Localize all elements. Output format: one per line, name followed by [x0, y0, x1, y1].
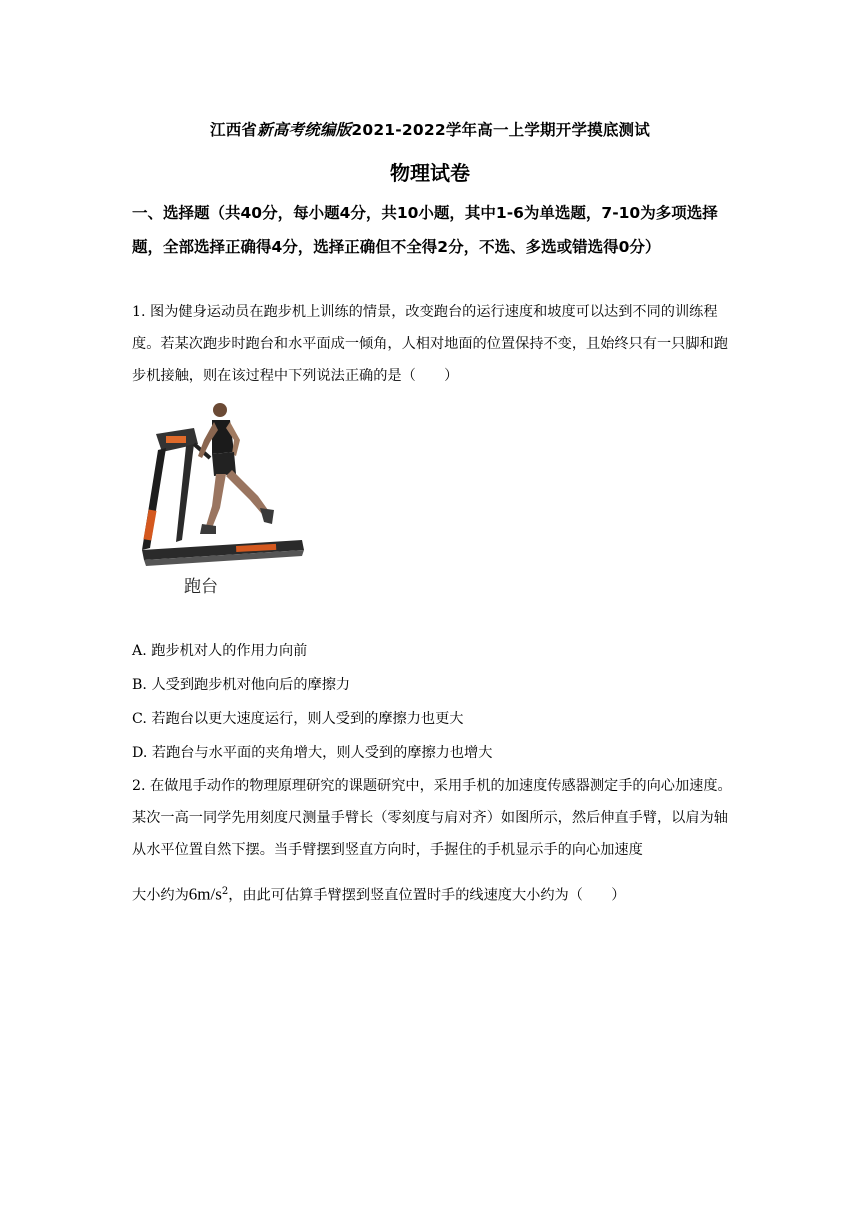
runner-leg-back: [226, 470, 268, 514]
runner-leg-front: [206, 474, 226, 528]
header-region: 江西省: [210, 121, 258, 139]
question-1-option-a: A. 跑步机对人的作用力向前: [132, 643, 308, 659]
console-display: [166, 436, 186, 443]
question-2-prefix: 大小约为: [132, 887, 189, 904]
question-1-option-b: B. 人受到跑步机对他向后的摩擦力: [132, 677, 351, 693]
question-1-option-c: C. 若跑台以更大速度运行，则人受到的摩擦力也更大: [132, 711, 464, 727]
document-title: 物理试卷: [390, 161, 470, 185]
header-edition: 新高考统编版: [257, 121, 352, 139]
runner-head: [213, 403, 227, 417]
exam-header-title: [0, 118, 860, 140]
question-2-suffix: ，由此可估算手臂摆到竖直位置时手的线速度大小约为（ ）: [228, 887, 626, 904]
runner-shoe-front: [200, 524, 216, 534]
question-1-text: 1. 图为健身运动员在跑步机上训练的情景，改变跑台的运行速度和坡度可以达到不同的训练程度。若某次跑步时跑台和水平面成一倾角，人相对地面的位置保持不变，且始终只有一只脚和跑步机接触，则在该过程中下列说法正确的是（ ）: [132, 304, 728, 384]
question-2-text: 2. 在做甩手动作的物理原理研究的课题研究中，采用手机的加速度传感器测定手的向心加速度。某次一高一同学先用刻度尺测量手臂长（零刻度与肩对齐）如图所示，然后伸直手臂，以肩为轴从水平位置自然下摆。当手臂摆到竖直方向时，手握住的手机显示手的向心加速度: [132, 778, 732, 858]
treadmill-upright-back: [176, 444, 194, 542]
treadmill-figure: [136, 400, 312, 600]
treadmill-runner-illustration: [136, 400, 312, 600]
figure-label-treadmill-deck: 跑台: [184, 577, 218, 597]
acceleration-formula: 6m/s: [188, 884, 222, 904]
runner-shoe-back: [260, 508, 274, 524]
question-2-last-line: [132, 874, 732, 914]
section-heading: 一、选择题（共40分，每小题4分，共10小题，其中1-6为单选题，7-10为多项选择题，全部选择正确得4分，选择正确但不全得2分，不选、多选或错选得0分）: [132, 204, 718, 256]
formula-exponent: 2: [221, 886, 229, 897]
header-test-name: 2021-2022学年高一上学期开学摸底测试: [351, 121, 650, 139]
upright-accent: [143, 510, 156, 541]
question-1-option-d: D. 若跑台与水平面的夹角增大，则人受到的摩擦力也增大: [132, 745, 493, 761]
